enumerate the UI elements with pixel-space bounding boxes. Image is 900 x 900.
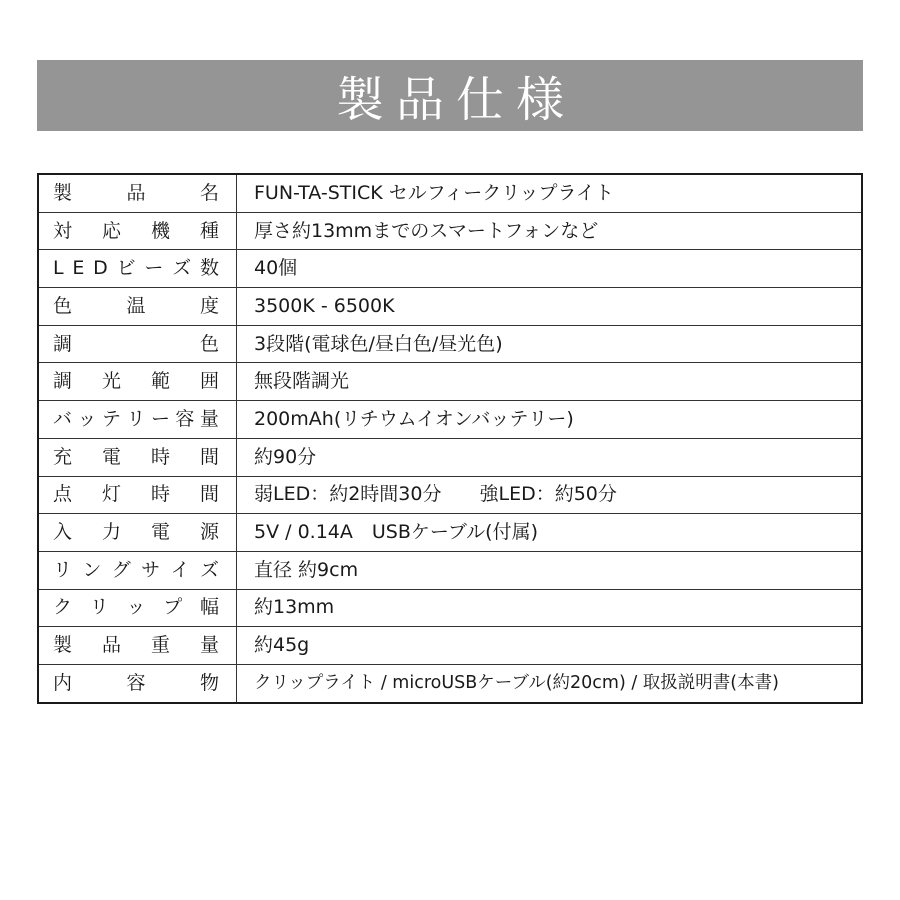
spec-value: 3500K - 6500K	[237, 288, 863, 326]
spec-value: 約45g	[237, 627, 863, 665]
spec-label-cell	[38, 250, 237, 288]
spec-label: バ ッ テ リ ー 容 量	[53, 407, 219, 430]
spec-label-cell	[38, 551, 237, 589]
spec-label: 色 温 度	[53, 294, 219, 317]
spec-row	[38, 401, 862, 439]
spec-label-cell	[38, 288, 237, 326]
spec-row	[38, 476, 862, 514]
spec-label: L E D ビ ー ズ 数	[53, 257, 219, 280]
spec-label: 製 品 重 量	[53, 634, 219, 657]
spec-label: ク リ ッ プ 幅	[53, 596, 219, 619]
spec-value: 無段階調光	[237, 363, 863, 401]
spec-label-cell	[38, 401, 237, 439]
spec-table	[37, 173, 863, 704]
spec-row	[38, 627, 862, 665]
title-banner	[37, 60, 863, 131]
spec-table-body	[38, 174, 862, 703]
spec-label-cell	[38, 325, 237, 363]
spec-value: 40個	[237, 250, 863, 288]
spec-value: 約90分	[237, 438, 863, 476]
page-title: 製品仕様	[335, 72, 576, 128]
spec-row	[38, 288, 862, 326]
spec-label-cell	[38, 363, 237, 401]
spec-label: 製 品 名	[53, 181, 219, 204]
spec-value: 弱LED：約2時間30分 強LED：約50分	[237, 476, 863, 514]
spec-label-cell	[38, 174, 237, 212]
spec-value: 3段階(電球色/昼白色/昼光色)	[237, 325, 863, 363]
spec-value: FUN-TA-STICK セルフィークリップライト	[237, 174, 863, 212]
spec-row	[38, 174, 862, 212]
spec-label-cell	[38, 476, 237, 514]
spec-row	[38, 551, 862, 589]
spec-label: 入 力 電 源	[53, 521, 219, 544]
spec-value: クリップライト / microUSBケーブル(約20cm) / 取扱説明書(本書)	[254, 672, 779, 693]
spec-row	[38, 664, 862, 702]
spec-value: 200mAh(リチウムイオンバッテリー)	[237, 401, 863, 439]
spec-value: 直径 約9cm	[237, 551, 863, 589]
spec-label: リ ン グ サ イ ズ	[53, 558, 219, 581]
spec-row	[38, 514, 862, 552]
spec-row	[38, 589, 862, 627]
spec-label-cell	[38, 438, 237, 476]
spec-row	[38, 250, 862, 288]
spec-label-cell	[38, 664, 237, 702]
spec-value: 5V / 0.14A USBケーブル(付属)	[237, 514, 863, 552]
spec-label-cell	[38, 627, 237, 665]
spec-row	[38, 212, 862, 250]
spec-label: 調 色	[53, 332, 219, 355]
spec-label-cell	[38, 514, 237, 552]
spec-row	[38, 325, 862, 363]
spec-row	[38, 363, 862, 401]
spec-row	[38, 438, 862, 476]
spec-label: 充 電 時 間	[53, 445, 219, 468]
spec-value: 約13mm	[237, 589, 863, 627]
spec-label-cell	[38, 589, 237, 627]
spec-label: 点 灯 時 間	[53, 483, 219, 506]
spec-label: 対 応 機 種	[53, 219, 219, 242]
spec-label-cell	[38, 212, 237, 250]
spec-label: 調 光 範 囲	[53, 370, 219, 393]
spec-label: 内 容 物	[53, 671, 219, 694]
spec-value: 厚さ約13mmまでのスマートフォンなど	[237, 212, 863, 250]
